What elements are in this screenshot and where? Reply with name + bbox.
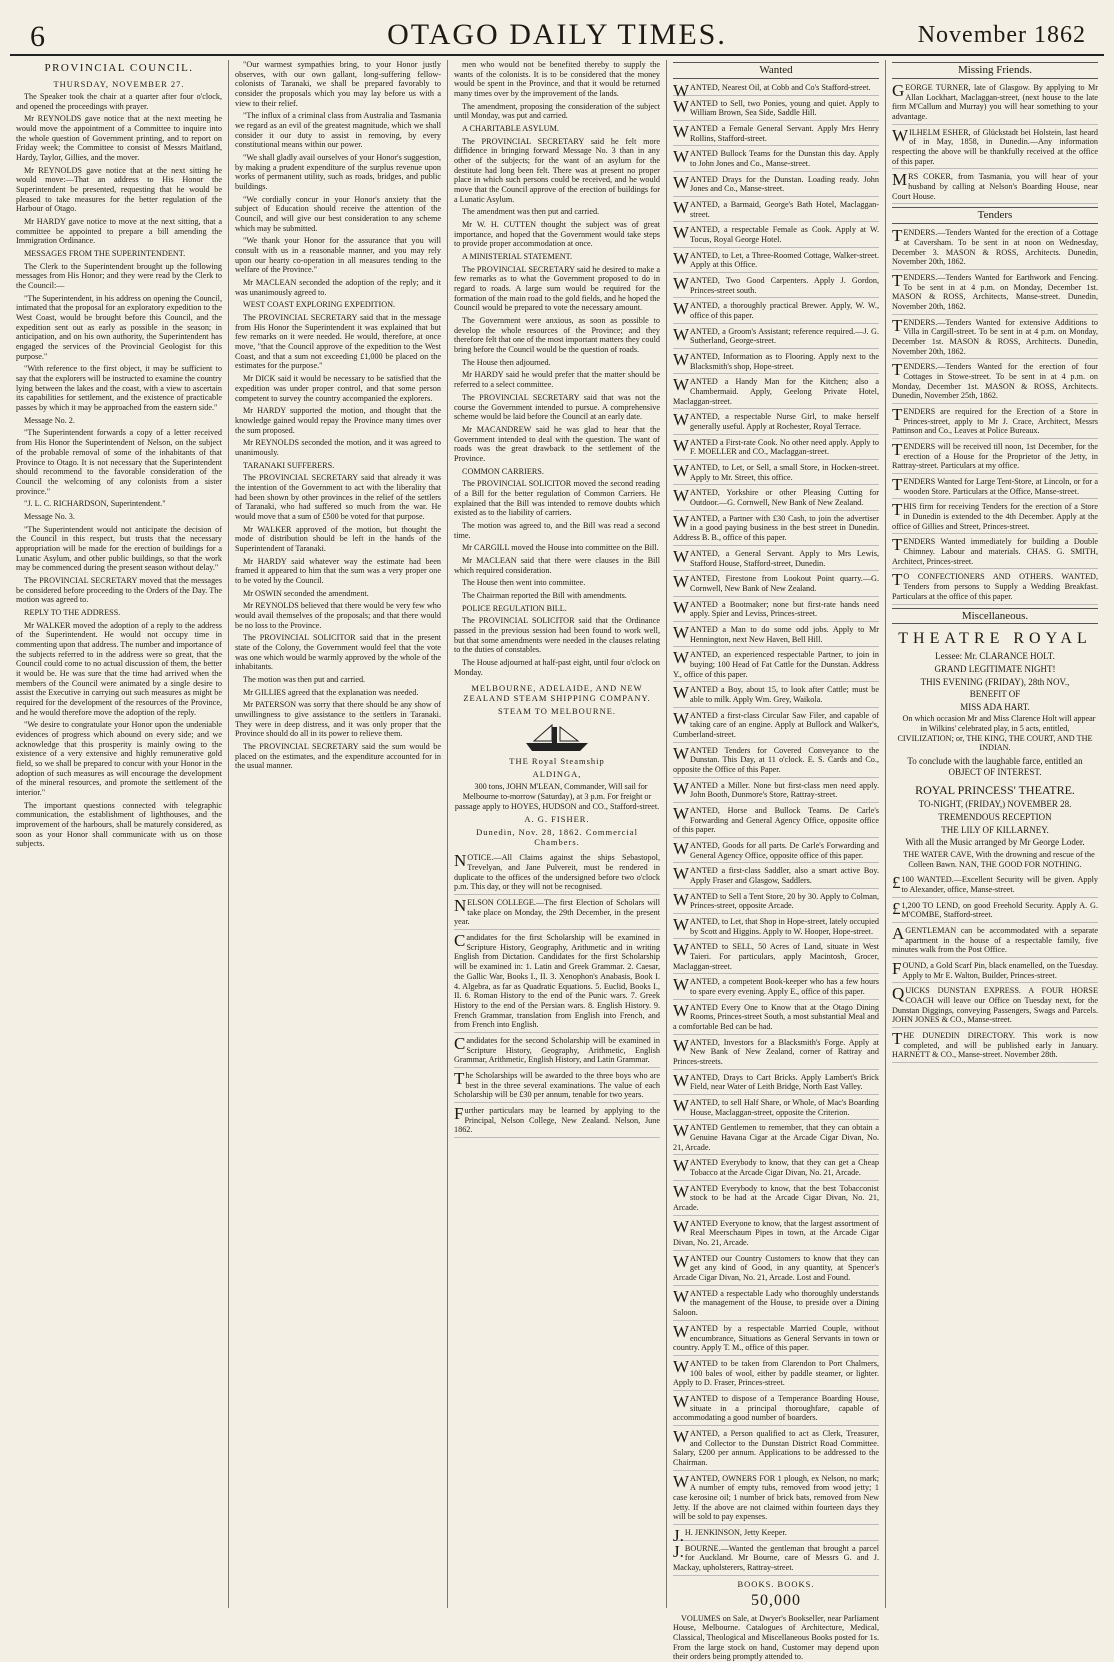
wanted-ad: WANTED Tenders for Covered Conveyance to the Dunstan. This Day, at 11 o'clock. E. S. Cards and Co., opposite the Office of this Paper. [673,746,879,778]
shipping-company: MELBOURNE, ADELAIDE, AND NEW ZEALAND STEAM SHIPPING COMPANY. [463,683,651,704]
wanted-ad: WANTED, to Let, a Three-Roomed Cottage, Walker-street. Apply at this Office. [673,251,879,273]
article-paragraph: "Our warmest sympathies bring, to your Honor justly observes, with our own gallant, long-suffering fellow-colonists of Taranaki, we shall be prepared favorably to consider the proposals which you may lay before us with a view to their relief. [235,60,441,108]
theatre-royal-advert [892,630,1098,777]
miscellaneous-heading: Miscellaneous. [892,608,1098,625]
column-council-continued [229,60,448,1608]
article-paragraph: The House then adjourned. [462,357,551,367]
article-paragraph: "We shall gladly avail ourselves of your Honor's suggestion, by making a prudent expenditure of the surplus revenue upon works of permanent utility, such as roads, bridges, and public buildings. [235,153,441,192]
wanted-ad: WANTED, Firestone from Lookout Point quarry.—G. Cornwell, New Bank of New Zealand. [673,574,879,596]
shipping-agent-address: Dunedin, Nov. 28, 1862. Commercial Chambers. [476,827,638,848]
article-paragraph: The Speaker took the chair at a quarter after four o'clock, and opened the proceedings with prayer. [16,91,222,111]
wanted-ad: WANTED by a respectable Married Couple, without encumbrance, Situations as General Servants in town or country. Apply T. M., office of this paper. [673,1324,879,1356]
wanted-ad: WANTED a Bootmaker; none but first-rate hands need apply. Spier and Leviss, Princes-street. [673,600,879,622]
article-paragraph: "J. L. C. RICHARDSON, Superintendent." [24,499,166,509]
article-paragraph: "The Superintendent would not anticipate the decision of the Council in this respect, but trusts that the necessary appropriation will be made for the erection of buildings for a Lunatic Asylum, and other public buildings, so that the work may be commenced during the present season without delay." [16,524,222,573]
page-number: 6 [30,20,45,53]
article-paragraph: A MINISTERIAL STATEMENT. [462,252,573,262]
masthead [10,8,1104,56]
wanted-ad: WANTED, a respectable Female as Cook. Apply at W. Tocus, Royal George Hotel. [673,225,879,247]
wanted-ad: WANTED, an experienced respectable Partner, to join in buying; 100 Head of Fat Cattle for the Dunstan. Address Y., office of this paper. [673,650,879,682]
article-paragraph: Message No. 2. [24,415,75,425]
article-paragraph: "The Superintendent, in his address on opening the Council, intimated that the proposal for an exploratory expedition to the West Coast, would be brought before this Council, and the expedition sent out as early as possible in the season; in anticipation, and on his own authority, the Superintendent has engaged the services of the Provincial Geologist for this purpose." [16,293,222,361]
tender-notice: TENDERS.—Tenders Wanted for the erection of a Cottage at Caversham. To be sent in at noon on Wednesday, December 3. MASON & ROSS, Architects. Dunedin, November 20th, 1862. [892,228,1098,270]
notice-paragraph: The Scholarships will be awarded to the three boys who are best in the three several examinations. The value of each Scholarship will be £30 per annum, tenable for two years. [454,1071,660,1103]
article-paragraph: "We desire to congratulate your Honor upon the undeniable evidences of progress which abound on every side; and we acknowledge that this prosperity is mainly owing to the existence of a very extensive and highly remunerative gold field, so we shall be prepared to concur with your Honor in the adoption of such measures as will encourage the development of the mineral resources, and promote the settlement of the interior." [16,720,222,797]
wanted-ad: WANTED, a Person qualified to act as Clerk, Treasurer, and Collector to the Dunstan District Road Committee. Salary, £200 per annum. Applications to be addressed to the Chairman. [673,1429,879,1471]
article-paragraph: Mr OSWIN seconded the amendment. [243,588,369,598]
article-paragraph: Mr WALKER approved of the motion, but thought the mode of distribution should be left in the hands of the Superintendent of Taranaki. [235,524,441,553]
wanted-ad: WANTED a Handy Man for the Kitchen; also a Chambermaid. Apply, Geelong Private Hotel, Maclaggan-street. [673,377,879,409]
tender-notice: TENDERS.—Tenders Wanted for extensive Additions to Villa in Cargill-street. To be sent in at 4 p.m. on Monday, December 1st. MASON & ROSS, Architects. Dunedin, November 20th, 1862. [892,318,1098,360]
theatre-name: THEATRE ROYAL [898,630,1092,648]
tender-notice: TENDERS.—Tenders Wanted for Earthwork and Fencing. To be sent in at 4 p.m. on Monday, December 1st. MASON & ROSS, Architects, Manse-street. Dunedin, November 20th, 1862. [892,273,1098,315]
tender-notice: TENDERS Wanted immediately for building a Double Chimney. Labour and materials. CHAS. G. SMITH, Architect, Princes-street. [892,537,1098,569]
column-council-shipping [448,60,667,1608]
wanted-ad: WANTED, a General Servant. Apply to Mrs Lewis, Stafford House, Stafford-street, Dunedin. [673,549,879,571]
article-paragraph: The PROVINCIAL SECRETARY said that was not the course the Government intended to pursue. A comprehensive scheme would be laid before the Council at an early date. [454,392,660,422]
wanted-ad: WANTED, to sell Half Share, or Whole, of Mac's Boarding House, Maclaggan-street, opposite the Criterion. [673,1098,879,1120]
books-number: 50,000 [751,1591,801,1609]
section-heading: PROVINCIAL COUNCIL. [44,62,194,74]
article-paragraph: "With reference to the first object, it may be sufficient to say that the explorers will be instructed to examine the country lying between the lakes and the coast, with a view to ascertain its capabilities for settlement, and the existence of practicable passes by which it may be approached from the eastern side." [16,364,222,413]
wanted-ad: WANTED to Sell, two Ponies, young and quiet. Apply to William Brown, Sea Side, Saddle Hill. [673,99,879,121]
article-paragraph: Mr REYNOLDS seconded the motion, and it was agreed to unanimously. [235,438,441,457]
vessel-line: THE Royal Steamship [509,756,605,767]
wanted-ad: WANTED, OWNERS FOR 1 plough, ex Nelson, no mark; A number of empty tubs, removed from wood jetty; 1 case kerosine oil; 1 number of brick bats, removed from New Jetty. If the above are not claimed within fourteen days they will be sold to pay expenses. [673,1474,879,1525]
article-paragraph: The PROVINCIAL SECRETARY said the sum would be placed on the estimates, and the expenditure accounted for in the usual manner. [235,742,441,771]
wanted-ad: WANTED, Two Good Carpenters. Apply J. Gordon, Princes-street south. [673,276,879,298]
article-paragraph: Mr MACANDREW said he was glad to hear that the Government intended to deal with the question. The want of roads was the great drawback to the settlement of the Province. [454,424,660,463]
misc-advert: AGENTLEMAN can be accommodated with a separate apartment in the house of a respectable family, five minutes walk from the Post Office. [892,926,1098,958]
article-paragraph: The PROVINCIAL SECRETARY moved that the messages be considered before proceeding to the Orders of the Day. The motion was agreed to. [16,575,222,605]
article-paragraph: The PROVINCIAL SECRETARY said that already it was the intention of the Government to act with the liberality that had been shown by other provinces in the relief of the settlers of Taranaki, who had suffered so much from the war. He would move that a sum of £500 be voted for that purpose. [235,473,441,521]
wanted-ad: WANTED a First-rate Cook. No other need apply. Apply to F. MOELLER and CO., Maclaggan-street. [673,438,879,460]
wanted-ad: WANTED Everybody to know, that they can get a Cheap Tobacco at the Arcade Cigar Divan, No. 21, Arcade. [673,1158,879,1180]
theatre2-play: THE LILY OF KILLARNEY. [941,824,1049,835]
wanted-ad: WANTED, Horse and Bullock Teams. De Carle's Forwarding and General Agency Office, opposite office of this paper. [673,806,879,838]
shipping-subheading: STEAM TO MELBOURNE. [497,706,617,717]
shipping-agent: A. G. FISHER. [524,814,590,825]
tender-notice: THIS firm for receiving Tenders for the erection of a Store in Dunedin is extended to the 4th December. Apply at the office of Gillies and Street, Princes-street. [892,502,1098,534]
tender-notice: TO CONFECTIONERS AND OTHERS. WANTED, Tenders from persons to Supply a Wedding Breakfast. Particulars at the office of this paper. [892,572,1098,604]
column-missing-tenders-misc [886,60,1104,1608]
article-paragraph: Mr HARDY said whatever way the estimate had been framed it appeared to him that the sum was a very proper one to be voted by the Council. [235,556,441,585]
article-paragraph: COMMON CARRIERS. [462,466,544,476]
article-paragraph: Mr DICK said it would be necessary to be satisfied that the expedition was under proper control, and that some person competent to survey the country accompanied the explorers. [235,374,441,403]
wanted-ad: WANTED, Drays to Cart Bricks. Apply Lambert's Brick Field, near Water of Leith Bridge, North East Valley. [673,1073,879,1095]
wanted-ad: WANTED Drays for the Dunstan. Loading ready. John Jones and Co., Manse-street. [673,175,879,197]
article-paragraph: The House then went into committee. [462,578,586,588]
missing-friends-heading: Missing Friends. [892,62,1098,79]
wanted-ad: WANTED, a Partner with £30 Cash, to join the advertiser in a good paying business in the best street in Dunedin. Address B. B., office of this paper. [673,514,879,546]
article-paragraph: Mr MACLEAN seconded the adoption of the reply; and it was unanimously agreed to. [235,278,441,297]
article-paragraph: The motion was then put and carried. [243,674,366,684]
article-paragraph: The PROVINCIAL SOLICITOR said that in the present state of the Colony, the Government would feel that the vote was one which would be warmly approved by the whole of the inhabitants. [235,633,441,672]
wanted-ad: WANTED, Investors for a Blacksmith's Forge. Apply at New Bank of New Zealand, corner of Rattray and Princes-streets. [673,1038,879,1070]
article-paragraph: The PROVINCIAL SECRETARY said he felt more diffidence in bringing forward Message No. 3 than in any other of the subjects; for the want of an asylum for the destitute had long been felt. There was at present no proper place in which such persons could be received, and he would move that the Council approve of the erection of buildings for a Lunatic Asylum. [454,136,660,204]
article-paragraph: The Government were anxious, as soon as possible to develop the whole resources of the Province; and they therefore felt that one of the most important matters they could bring before the Council would be the question of roads. [454,316,660,355]
misc-advert: QUICKS DUNSTAN EXPRESS. A FOUR HORSE COACH will leave our Office on Tuesday next, for the Dunstan Diggings, conveying Passengers, Swags and Parcels. JOHN JONES & CO., Manse-street. [892,986,1098,1028]
wanted-ad: WANTED, Nearest Oil, at Cobb and Co's Stafford-street. [673,83,879,96]
vessel-name: ALDINGA, [532,769,582,780]
wanted-ad: WANTED a respectable Lady who thoroughly understands the management of the House, to preside over a Dining Saloon. [673,1289,879,1321]
theatre2-note: With all the Music arranged by Mr George Loder. [905,837,1085,848]
article-paragraph: Mr WALKER moved the adoption of a reply to the address of the Superintendent. He would not occupy time in commenting upon that address. The number and importance of the subjects referred to in the address were so great, that the Council could come to no actual discussion of them, the better it would be. He was sure that the time had arrived when the members of the Council were animated by a single desire to assist the Executive in carrying out such measures as might be required for the development of the resources of the Province, and he would therefore move the adoption of the reply. [16,620,222,717]
article-paragraph: The PROVINCIAL SOLICITOR said that the Ordinance passed in the previous session had been found to work well, but that some amendments were needed in the clauses relating to the duties of constables. [454,616,660,655]
wanted-ad: WANTED, Goods for all parts. De Carle's Forwarding and General Agency Office, opposite office of this paper. [673,841,879,863]
article-paragraph: Mr GILLIES agreed that the explanation was needed. [243,687,419,697]
article-paragraph: The House adjourned at half-past eight, until four o'clock on Monday. [454,657,660,677]
article-paragraph: The PROVINCIAL SECRETARY said that in the message from His Honor the Superintendent it was explained that but few remarks on it were needed. He would, therefore, at once move, "that the Council approve of the expedition to the West Coast, and that a sum not exceeding £1,000 be placed on the estimates for the purpose." [235,313,441,371]
wanted-ad: WANTED Everybody to know, that the best Tobacconist stock to be had at the Arcade Cigar Divan, No. 21, Arcade. [673,1184,879,1216]
wanted-ad: WANTED to dispose of a Temperance Boarding House, situate in a principal thoroughfare, capable of accommodating a good number of boarders. [673,1394,879,1426]
wanted-ad: WANTED a Miller. None but first-class men need apply. John Booth, Dunmore's Store, Rattray-street. [673,781,879,803]
wanted-ad: WANTED our Country Customers to know that they can get any kind of Good, in any quantity, at Spencer's Arcade Cigar Divan, No. 21, Arcade. Lost and Found. [673,1254,879,1286]
wanted-ad: WANTED, a respectable Nurse Girl, to make herself generally useful. Apply at Rochester, Royal Terrace. [673,412,879,434]
missing-friend-notice: GEORGE TURNER, late of Glasgow. By applying to Mr Allan Lockhart, Maclaggan-street, (next house to the late firm M'Callum and Murray) you will hear something to your advantage. [892,83,1098,125]
article-paragraph: Mr REYNOLDS gave notice that at the next sitting he would move:—That an address to His Honor the Superintendent be presented, requesting that he would be pleased to take measures for the better regulation of the Harbour of Otago. [16,165,222,214]
tender-notice: TENDERS are required for the Erection of a Store in Princes-street, apply to Mr J. Crace, Architect, Messrs Pattinson and Co., Leaves at Police Bureaux. [892,407,1098,439]
wanted-ad: WANTED, Yorkshire or other Pleasing Cutting for Outdoor.—G. Cornwell, New Bank of New Zealand. [673,488,879,510]
wanted-ad: WANTED a first-class Saddler, also a smart active Boy. Apply Fraser and Glasgow, Saddlers. [673,866,879,888]
article-paragraph: WEST COAST EXPLORING EXPEDITION. [243,300,396,310]
article-paragraph: Mr MACLEAN said that there were clauses in the Bill which required consideration. [454,555,660,575]
article-paragraph: The motion was agreed to, and the Bill was read a second time. [454,520,660,540]
tender-notice: TENDERS Wanted for Large Tent-Store, at Lincoln, or for a wooden Store. Particulars at the Office, Manse-street. [892,477,1098,499]
wanted-ad: WANTED, Information as to Flooring. Apply next to the Blacksmith's shop, Hope-street. [673,352,879,374]
article-paragraph: The important questions connected with telegraphic communication, the establishment of lighthouses, and the improvement of the harbours, shall be maturely considered, as soon as your Honor shall communicate with us on those subjects. [16,800,222,849]
wanted-ad: J.BOURNE.—Wanted the gentleman that brought a parcel for Auckland. Mr Bourne, care of Messrs G. and J. Mackay, upholsterers, Rattray-street. [673,1544,879,1576]
article-paragraph: The amendment was then put and carried. [462,207,600,217]
article-paragraph: Mr HARDY gave notice to move at the next sitting, that a committee be appointed to prepare a bill amending the Immigration Ordinance. [16,217,222,246]
theatre-evening: THIS EVENING (FRIDAY), 28th NOV., [920,676,1070,687]
wanted-ad: WANTED to Sell a Tent Store, 20 by 30. Apply to Colman, Princes-street, opposite Arcade. [673,892,879,914]
article-paragraph: MESSAGES FROM THE SUPERINTENDENT. [24,249,186,259]
article-paragraph: "We cordially concur in your Honor's anxiety that the subject of Education should receive the attention of the Council, and will give our best consideration to any scheme which may be submitted. [235,194,441,233]
article-paragraph: Mr REYNOLDS believed that there would be very few who would avail themselves of the proposals; and that there would be no loss to the Province. [235,601,441,630]
wanted-ad: WANTED Gentlemen to remember, that they can obtain a Genuine Havana Cigar at the Arcade Cigar Divan, No. 21, Arcade. [673,1123,879,1155]
paper-title: OTAGO DAILY TIMES. [387,18,727,51]
column-wanted [667,60,886,1662]
notice-paragraph: Further particulars may be learned by applying to the Principal, Nelson College, New Zealand. Nelson, June 1862. [454,1106,660,1138]
theatre2-evening: TO-NIGHT, (FRIDAY,) NOVEMBER 28. [918,799,1072,810]
misc-advert: £1,200 TO LEND, on good Freehold Security. Apply A. G. M'COMBE, Stafford-street. [892,901,1098,923]
article-paragraph: The Chairman reported the Bill with amendments. [462,590,627,600]
dateline: THURSDAY, NOVEMBER 27. [53,78,185,89]
theatre2-name: ROYAL PRINCESS' THEATRE. [915,783,1075,798]
article-paragraph: "The Superintendent forwards a copy of a letter received from His Honor the Superintendent of Nelson, on the subject of the probable removal of some of the inhabitants of that Province to Otago. It is not necessary that the Superintendent should recommend to the favorable consideration of the Council the welcoming of any colonists from a sister province." [16,428,222,496]
misc-advert: THE DUNEDIN DIRECTORY. This work is now completed, and will be published early in January. HARNETT & CO., Manse-street. November 28th. [892,1031,1098,1063]
article-paragraph: The Clerk to the Superintendent brought up the following messages from His Honor; and they were read by the Clerk to the Council:— [16,261,222,291]
article-paragraph: The PROVINCIAL SECRETARY said he desired to make a few remarks as to what the Government proposed to do in regard to roads. A large sum would be required for the formation of the main road to the gold fields, and he hoped the Council would be prepared to vote the necessary amount. [454,264,660,313]
notice-paragraph: Candidates for the first Scholarship will be examined in Scripture History, Geography, Arithmetic and in writing English from Dictation. Candidates for the first Scholarship will be examined in: 1. Latin and Greek Grammar. 2. Caesar, the Gallic War, Books I., II. 3. Xenophon's Anabasis, Book I. 4. Algebra, as far as Quadratic Equations. 5. Euclid, Books I., II. 6. Roman History to the end of the Punic wars. 7. Greek History to the end of the Persian wars. 8. English History. 9. French Grammar, translation from English into French, and from French into English. [454,933,660,1033]
notice-paragraph: NOTICE.—All Claims against the ships Sebastopol, Trevelyan, and Jane Pulvereit, must be rendered in duplicate to the offices of the undersigned before two o'clock p.m. This day, or they will not be recognised. [454,853,660,895]
theatre-benefit: BENEFIT OF [969,689,1021,700]
books-text: VOLUMES on Sale, at Dwyer's Bookseller, near Parliament House, Melbourne. Catalogues of Architecture, Medical, Classical, Theological and Miscellaneous Books posted for 1s. From the large stock on hand, Customer may depend upon their orders being promptly attended to. [673,1613,879,1662]
wanted-ad: WANTED, a Barmaid, George's Bath Hotel, Maclaggan-street. [673,200,879,222]
article-paragraph: POLICE REGULATION BILL. [462,603,567,613]
wanted-ad: WANTED to SELL, 50 Acres of Land, situate in West Taieri. For particulars, apply Macintosh, Grocer, Maclaggan-street. [673,942,879,974]
shipping-body: 300 tons, JOHN M'LEAN, Commander, Will sail for Melbourne to-morrow (Saturday), at 3 p.m. For freight or passage apply to HOYES, HUDSON and CO., Stafford-street. [454,782,660,811]
theatre2-closing: THE WATER CAVE, With the drowning and rescue of the Colleen Bawn. NAN, THE GOOD FOR NOTHING. [903,849,1095,869]
notice-paragraph: NELSON COLLEGE.—The first Election of Scholars will take place on Monday, the 29th December, in the present year. [454,898,660,930]
issue-date: November 1862 [917,22,1086,48]
article-paragraph: Mr PATERSON was sorry that there should be any show of unwillingness to give assistance to the settlers in Taranaki. They were in deep distress, and it was only proper that the Province should do all in its power to relieve them. [235,700,441,739]
article-paragraph: REPLY TO THE ADDRESS. [24,607,121,617]
article-paragraph: A CHARITABLE ASYLUM. [462,124,559,134]
article-paragraph: The PROVINCIAL SOLICITOR moved the second reading of a Bill for the better regulation of Common Carriers. He explained that the Bill was intended to remove doubts which existed as to the liability of carriers. [454,479,660,518]
wanted-ad: WANTED a first-class Circular Saw Filer, and capable of taking care of an engine. Apply at Bullock and Walker's, Cumberland-street. [673,711,879,743]
theatre-headline: GRAND LEGITIMATE NIGHT! [934,663,1056,674]
wanted-ad: WANTED to be taken from Clarendon to Port Chalmers, 100 bales of wool, either by paddle steamer, or lighter. Apply to D. Fraser, Princes-street. [673,1359,879,1391]
article-paragraph: The amendment, proposing the consideration of the subject until Monday, was put and carried. [454,101,660,121]
wanted-ad: WANTED, a thoroughly practical Brewer. Apply, W. W., office of this paper. [673,301,879,323]
tender-notice: TENDERS.—Tenders Wanted for the erection of four Cottages in Stowe-street. To be sent in at 4 p.m. on Monday, December 1st. MASON & ROSS, Architects. Dunedin, November 25th, 1862. [892,362,1098,404]
theatre-beneficiary: MISS ADA HART. [960,701,1030,712]
theatre-program: On which occasion Mr and Miss Clarence Holt will appear in Wilkins' celebrated play, in 5 acts, entitled, CIVILIZATION; or, THE KING, THE COURT, AND THE INDIAN. [897,714,1096,753]
wanted-ad: WANTED Everyone to know, that the largest assortment of Real Meerschaum Pipes in town, at the Arcade Cigar Divan, No. 21, Arcade. [673,1219,879,1251]
tenders-heading: Tenders [892,207,1098,224]
newspaper-columns [10,60,1104,1662]
article-paragraph: Mr HARDY said he would prefer that the matter should be referred to a select committee. [454,370,660,390]
wanted-ad: WANTED, to Let, or Sell, a small Store, in Hocken-street. Apply to Mr. Street, this office. [673,463,879,485]
article-paragraph: Mr REYNOLDS gave notice that at the next meeting he would move the appointment of a Committee to inquire into the whole question of Government printing, and to report on Friday week; the Committee to consist of Messrs Maitland, Hardy, Taylor, Gillies, and the mover. [16,114,222,163]
tender-notice: TENDERS will be received till noon, 1st December, for the erection of a House for the Proprietor of the Jetty, in Rattray-street. Particulars at my office. [892,442,1098,474]
article-paragraph: Mr HARDY supported the motion, and thought that the knowledge gained would repay the Province many times over the sum proposed. [235,406,441,435]
article-paragraph: Mr W. H. CUTTEN thought the subject was of great importance, and hoped that the Government would take steps to provide proper accommodation at once. [454,220,660,249]
article-paragraph: Message No. 3. [24,511,75,521]
steamship-icon [522,719,592,753]
wanted-ad: WANTED a Man to do some odd jobs. Apply to Mr Hennington, next New Haven, Bell Hill. [673,625,879,647]
wanted-ad: WANTED, to Let, that Shop in Hope-street, lately occupied by Scott and Higgins. Apply to W. Hooper, Hope-street. [673,917,879,939]
wanted-ad: WANTED, a competent Book-keeper who has a few hours to spare every evening. Apply E., office of this paper. [673,977,879,999]
article-paragraph: men who would not be benefited thereby to supply the wants of the colonists. It is to be considered that the money would be spent in the Province, and that it would be returned many times over by the improvement of the lands. [454,60,660,99]
theatre-closing: To conclude with the laughable farce, entitled an OBJECT OF INTEREST. [907,756,1083,777]
notice-paragraph: Candidates for the second Scholarship will be examined in Scripture History, Geography, Arithmetic, English Grammar, Arithmetic, English History, and Latin Grammar. [454,1036,660,1068]
wanted-ad: WANTED a Boy, about 15, to look after Cattle; must be able to milk. Apply Wm. Grey, Waikola. [673,685,879,707]
misc-advert: FOUND, a Gold Scarf Pin, black enamelled, on the Tuesday. Apply to Mr E. Walton, Builder, Princes-street. [892,961,1098,983]
theatre-lessee: Lessee: Mr. CLARANCE HOLT. [935,651,1055,662]
wanted-ad: WANTED a Female General Servant. Apply Mrs Henry Rollins, Stafford-street. [673,124,879,146]
wanted-ad: WANTED, a Groom's Assistant; reference required.—J. G. Sutherland, George-street. [673,327,879,349]
wanted-heading: Wanted [673,62,879,79]
article-paragraph: Mr CARGILL moved the House into committee on the Bill. [462,543,659,553]
article-paragraph: "The influx of a criminal class from Australia and Tasmania we regard as an evil of the greatest magnitude, which we shall consider it our duty to assist in removing, by every constitutional means within our power. [235,111,441,150]
missing-friend-notice: WILHELM ESHER, of Glückstadt bei Holstein, last heard of in May, 1858, in Dunedin.—Any information respecting the above will be thankfully received at the office of this paper. [892,128,1098,170]
article-paragraph: TARANAKI SUFFERERS. [243,460,335,470]
shipping-advert [454,683,660,847]
theatre2-headline: TREMENDOUS RECEPTION [938,812,1052,823]
princess-theatre-advert [892,783,1098,869]
article-paragraph: "We thank your Honor for the assurance that you will consult with us in a reasonable manner, and you may rely upon our hearty co-operation in all measures tending to the welfare of the Province." [235,236,441,275]
books-advert [673,1579,879,1662]
wanted-ad: WANTED Every One to Know that at the Otago Dining Rooms, Princes-street South, a most substantial Meal and a comfortable Bed can be had. [673,1003,879,1035]
column-provincial-council [10,60,229,1608]
misc-advert: £100 WANTED.—Excellent Security will be given. Apply to Alexander, office, Manse-street. [892,875,1098,897]
missing-friend-notice: MRS COKER, from Tasmania, you will hear of your husband by calling at Nelson's Boarding House, near Court House. [892,172,1098,204]
books-heading: BOOKS. BOOKS. [737,1578,815,1589]
wanted-ad: J.H. JENKINSON, Jetty Keeper. [673,1528,879,1541]
wanted-ad: WANTED Bullock Teams for the Dunstan this day. Apply to John Jones and Co., Manse-street. [673,149,879,171]
